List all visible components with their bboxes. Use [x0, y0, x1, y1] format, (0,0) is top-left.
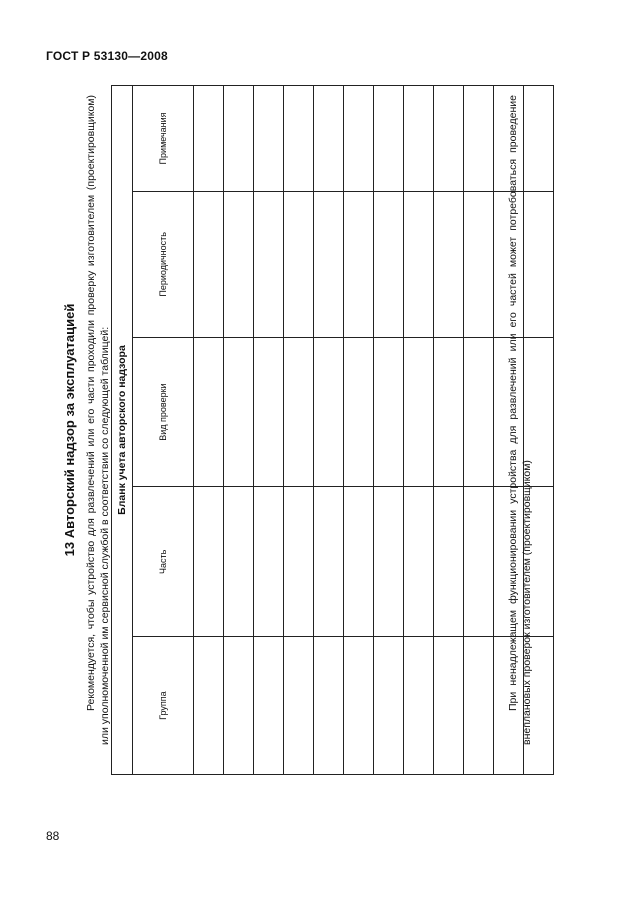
- table-row: [404, 86, 434, 775]
- table-cell: [314, 86, 344, 192]
- table-cell: [344, 487, 374, 637]
- table-cell: [434, 637, 464, 775]
- table-cell: [284, 337, 314, 487]
- footnote-paragraph: При ненадлежащем функционировании устройства для развлечений или его частей может потребоваться проведение внеплановых проверок изготовителем (проектировщиком): [507, 95, 533, 745]
- table-row: [284, 86, 314, 775]
- table-row: [344, 86, 374, 775]
- table-cell: [374, 191, 404, 337]
- table-cell: [374, 337, 404, 487]
- column-header-check-type: Вид проверки: [133, 337, 194, 487]
- table-cell: [464, 487, 494, 637]
- table-row: [314, 86, 344, 775]
- table-cell: [224, 337, 254, 487]
- table-cell: [194, 337, 224, 487]
- table-cell: [404, 487, 434, 637]
- table-cell: [464, 191, 494, 337]
- table-row: [194, 86, 224, 775]
- table-cell: [404, 337, 434, 487]
- table-row: [464, 86, 494, 775]
- table-row: [254, 86, 284, 775]
- table-cell: [434, 191, 464, 337]
- table-cell: [464, 86, 494, 192]
- table-row: [434, 86, 464, 775]
- table-cell: [374, 487, 404, 637]
- table-cell: [254, 191, 284, 337]
- table-cell: [344, 86, 374, 192]
- table-cell: [314, 337, 344, 487]
- table-cell: [254, 337, 284, 487]
- table-cell: [284, 191, 314, 337]
- table-cell: [284, 86, 314, 192]
- table-cell: [464, 637, 494, 775]
- column-header-group: Группа: [133, 637, 194, 775]
- table-cell: [404, 637, 434, 775]
- table-cell: [254, 487, 284, 637]
- column-header-periodicity: Периодичность: [133, 191, 194, 337]
- table-cell: [314, 191, 344, 337]
- section-title: 13 Авторский надзор за эксплуатацией: [62, 303, 77, 557]
- table-cell: [434, 487, 464, 637]
- table-cell: [194, 487, 224, 637]
- table-cell: [434, 337, 464, 487]
- rotated-content: [62, 85, 532, 775]
- table-cell: [344, 637, 374, 775]
- table-cell: [254, 86, 284, 192]
- table-cell: [224, 487, 254, 637]
- table-cell: [284, 487, 314, 637]
- table-cell: [224, 86, 254, 192]
- table-cell: [374, 637, 404, 775]
- table-row: [374, 86, 404, 775]
- table-cell: [464, 337, 494, 487]
- table-cell: [284, 637, 314, 775]
- table-caption: Бланк учета авторского надзора: [112, 86, 133, 775]
- table-cell: [194, 191, 224, 337]
- table-cell: [224, 191, 254, 337]
- table-cell: [374, 86, 404, 192]
- table-cell: [344, 337, 374, 487]
- supervision-table: [111, 85, 554, 775]
- table-cell: [404, 191, 434, 337]
- document-header: ГОСТ Р 53130—2008: [46, 49, 168, 63]
- page-number: 88: [46, 829, 60, 843]
- table-cell: [404, 86, 434, 192]
- table-row: [224, 86, 254, 775]
- table-cell: [254, 637, 284, 775]
- intro-paragraph: [84, 95, 112, 745]
- intro-text: Рекомендуется, чтобы устройство для развлечений или его части проходили проверку изготовителем (проектировщиком) или уполномоченной им сервисной службой в соответствии со следующей таблицей:: [85, 95, 111, 745]
- table-cell: [194, 637, 224, 775]
- table-cell: [314, 637, 344, 775]
- table-cell: [434, 86, 464, 192]
- table-cell: [224, 637, 254, 775]
- table-cell: [314, 487, 344, 637]
- column-header-notes: Примечания: [133, 86, 194, 192]
- column-header-part: Часть: [133, 487, 194, 637]
- table-cell: [344, 191, 374, 337]
- table-cell: [194, 86, 224, 192]
